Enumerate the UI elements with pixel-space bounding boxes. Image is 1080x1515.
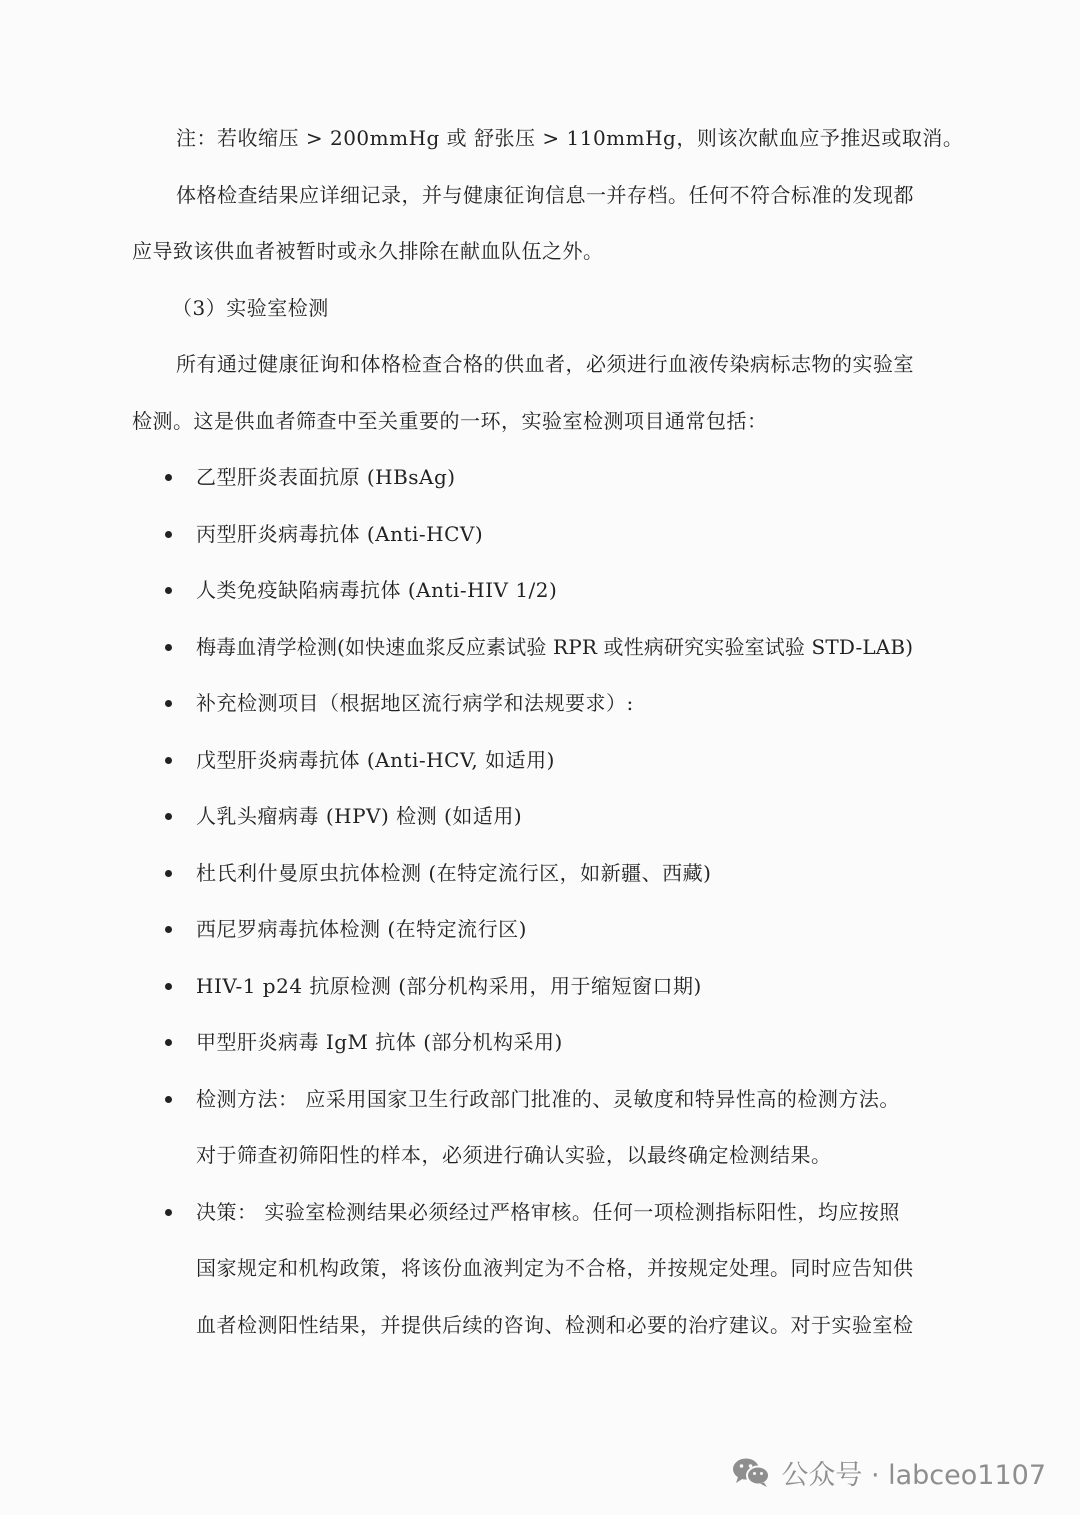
bullet-icon xyxy=(165,474,172,481)
bullet-icon xyxy=(165,587,172,594)
bullet-icon xyxy=(165,983,172,990)
watermark xyxy=(731,1452,1046,1492)
list-item-text: 国家规定和机构政策，将该份血液判定为不合格，并按规定处理。同时应告知供 xyxy=(196,1256,914,1280)
bullet-icon xyxy=(165,870,172,877)
bullet-icon xyxy=(165,1209,172,1216)
list-item-text: 检测方法： 应采用国家卫生行政部门批准的、灵敏度和特异性高的检测方法。 xyxy=(196,1087,900,1111)
bullet-icon xyxy=(165,1039,172,1046)
bullet-icon xyxy=(165,644,172,651)
bullet-icon xyxy=(165,531,172,538)
blood-pressure-note: 注：若收缩压 > 200mmHg 或 舒张压 > 110mmHg，则该次献血应予推迟或取消。 xyxy=(176,126,964,150)
list-item-text: 戊型肝炎病毒抗体 (Anti-HCV, 如适用) xyxy=(196,748,555,772)
watermark-text: 公众号 · labceo1107 xyxy=(781,1459,1046,1491)
paragraph-line: 检测。这是供血者筛查中至关重要的一环，实验室检测项目通常包括： xyxy=(132,409,768,433)
bullet-icon xyxy=(165,926,172,933)
bullet-icon xyxy=(165,700,172,707)
bullet-icon xyxy=(165,1096,172,1103)
list-item-text: 对于筛查初筛阳性的样本，必须进行确认实验，以最终确定检测结果。 xyxy=(196,1143,832,1167)
list-item-text: 决策： 实验室检测结果必须经过严格审核。任何一项检测指标阳性，均应按照 xyxy=(196,1200,900,1224)
wechat-icon xyxy=(731,1456,771,1488)
list-item-text: 补充检测项目（根据地区流行病学和法规要求）: xyxy=(196,691,634,715)
list-item-text: 杜氏利什曼原虫抗体检测 (在特定流行区，如新疆、西藏) xyxy=(196,861,712,885)
list-item-text: 梅毒血清学检测(如快速血浆反应素试验 RPR 或性病研究实验室试验 STD-LAB) xyxy=(196,635,914,659)
paragraph-line: 应导致该供血者被暂时或永久排除在献血队伍之外。 xyxy=(132,239,604,263)
bullet-icon xyxy=(165,813,172,820)
list-item-text: HIV-1 p24 抗原检测 (部分机构采用，用于缩短窗口期) xyxy=(196,974,702,998)
list-item-text: 人类免疫缺陷病毒抗体 (Anti-HIV 1/2) xyxy=(196,578,558,602)
list-item-text: 血者检测阳性结果，并提供后续的咨询、检测和必要的治疗建议。对于实验室检 xyxy=(196,1313,914,1337)
list-item-text: 甲型肝炎病毒 IgM 抗体 (部分机构采用) xyxy=(196,1030,563,1054)
paragraph-line: 体格检查结果应详细记录，并与健康征询信息一并存档。任何不符合标准的发现都 xyxy=(176,183,914,207)
list-item-text: 丙型肝炎病毒抗体 (Anti-HCV) xyxy=(196,522,484,546)
list-item-text: 乙型肝炎表面抗原 (HBsAg) xyxy=(196,465,456,489)
paragraph-line: 所有通过健康征询和体格检查合格的供血者，必须进行血液传染病标志物的实验室 xyxy=(176,352,914,376)
bullet-icon xyxy=(165,757,172,764)
list-item-text: 西尼罗病毒抗体检测 (在特定流行区) xyxy=(196,917,527,941)
section-heading: （3）实验室检测 xyxy=(172,296,329,320)
list-item-text: 人乳头瘤病毒 (HPV) 检测 (如适用) xyxy=(196,804,523,828)
